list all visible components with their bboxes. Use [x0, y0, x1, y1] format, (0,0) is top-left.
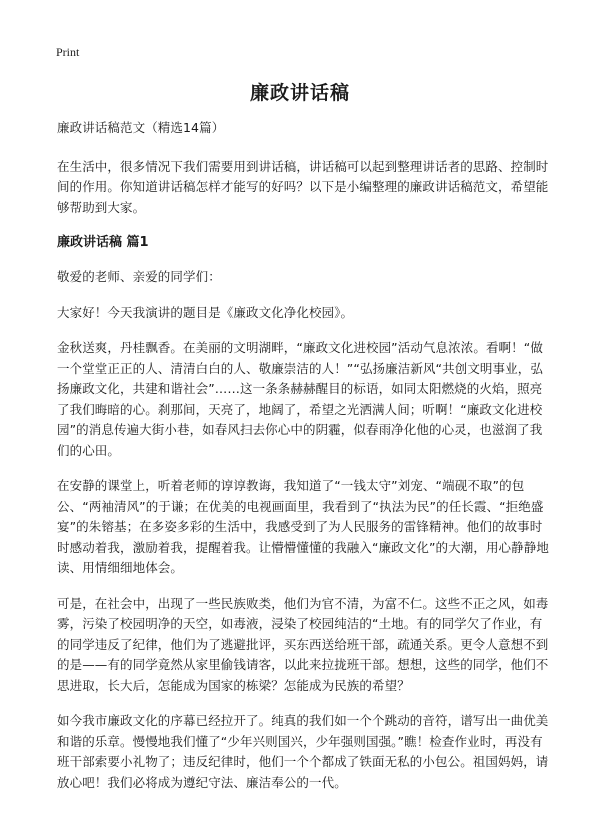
- opening-line: 大家好！今天我演讲的题目是《廉政文化净化校园》。: [57, 304, 354, 320]
- section-heading: 廉政讲话稿 篇1: [57, 235, 149, 250]
- body-paragraph: 金秋送爽，丹桂飘香。在美丽的文明湖畔，“廉政文化进校园”活动气息浓浓。看啊！“做一个堂堂正正的人、清清白白的人、敬廉崇洁的人！”“弘扬廉洁新风“共创文明事业，弘扬廉政文化，共建和谐社会”……这一条条赫赫醒目的标语，如同太阳燃烧的火焰，照亮了我们晦暗的心。刹那间，天亮了，地阔了，希望之光洒满人间；听啊！“廉政文化进校园”的消息传遍大街小巷，如春风扫去你心中的阴霾，似春雨净化他的心灵，也滋润了我们的心田。: [57, 340, 543, 458]
- intro-paragraph: 在生活中，很多情况下我们需要用到讲话稿，讲话稿可以起到整理讲话者的思路、控制时间的作用。你知道讲话稿怎样才能写的好吗？以下是小编整理的廉政讲话稿范文，希望能够帮助到大家。: [57, 158, 549, 215]
- page-title: 廉政讲话稿: [249, 82, 350, 104]
- body-paragraph: 在安静的课堂上，听着老师的谆谆教诲，我知道了“一钱太守”刘宠、“端砚不取”的包公、“两袖清风”的于谦；在优美的电视画面里，我看到了“执法为民”的任长霞、“拒绝盛宴”的朱镕基；在多姿多彩的生活中，我感受到了为人民服务的雷锋精神。他们的故事时时感动着我，激励着我，提醒着我。让懵懵懂懂的我融入“廉政文化”的大潮，用心静静地读、用情细细地体会。: [57, 478, 549, 575]
- body-paragraph: 如今我市廉政文化的序幕已经拉开了。纯真的我们如一个个跳动的音符，谱写出一曲优美和谐的乐章。慢慢地我们懂了“少年兴则国兴，少年强则国强。”瞧！检查作业时，再没有班干部索要小礼物了；违反纪律时，他们一个个都成了铁面无私的小包公。祖国妈妈，请放心吧！我们必将成为遵纪守法、廉洁奉公的一代。: [57, 713, 549, 790]
- article-body: [57, 118, 550, 808]
- greeting-line: 敬爱的老师、亲爱的同学们：: [57, 269, 221, 284]
- print-link[interactable]: Print: [56, 45, 80, 59]
- body-paragraph: 可是，在社会中，出现了一些民族败类，他们为官不清，为富不仁。这些不正之风，如毒雾，污染了校园明净的天空，如毒液，浸染了校园纯洁的“土地。有的同学欠了作业，有的同学违反了纪律，他们为了逃避批评，买东西送给班干部，疏通关系。更令人意想不到的是——有的同学竟然从家里偷钱请客，以此来拉拢班干部。想想，这些的同学，他们不思进取，长大后，怎能成为国家的栋梁？怎能成为民族的希望？: [57, 595, 549, 693]
- article-subtitle: 廉政讲话稿范文（精选14篇）: [57, 120, 225, 135]
